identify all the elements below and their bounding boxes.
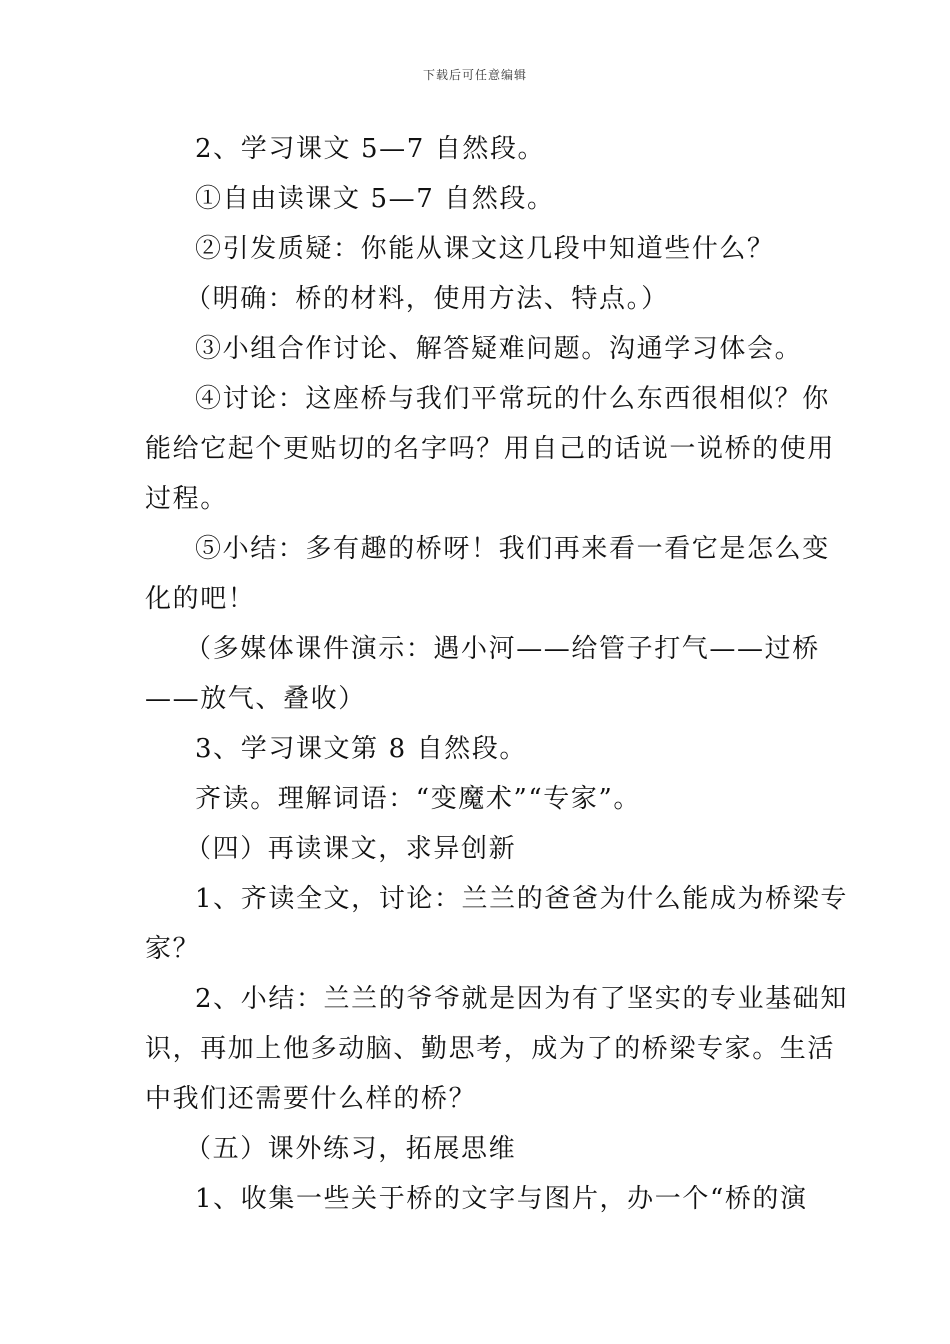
text-line: 1、收集一些关于桥的文字与图片，办一个“桥的演 <box>195 1184 808 1214</box>
text-line: ②引发质疑：你能从课文这几段中知道些什么？ <box>195 234 775 264</box>
text-line: 识，再加上他多动脑、勤思考，成为了的桥梁专家。生活 <box>145 1034 836 1064</box>
page-header: 下载后可任意编辑 <box>422 68 527 82</box>
text-line: 化的吧！ <box>145 584 256 614</box>
text-line: 过程。 <box>145 484 228 514</box>
text-line: ①自由读课文 5—7 自然段。 <box>195 184 555 214</box>
text-line: ④讨论：这座桥与我们平常玩的什么东西很相似？你 <box>195 384 830 414</box>
text-line: ——放气、叠收） <box>145 684 366 714</box>
text-line: 3、学习课文第 8 自然段。 <box>195 734 528 764</box>
text-line: 家？ <box>145 934 201 964</box>
text-line: 齐读。理解词语：“变魔术”“专家”。 <box>195 784 641 814</box>
text-line: 中我们还需要什么样的桥？ <box>145 1084 477 1114</box>
text-line: （五）课外练习，拓展思维 <box>185 1134 517 1164</box>
text-line: 2、小结：兰兰的爷爷就是因为有了坚实的专业基础知 <box>195 984 848 1014</box>
text-line: 2、学习课文 5—7 自然段。 <box>195 134 546 164</box>
text-line: （四）再读课文，求异创新 <box>185 834 517 864</box>
text-line: （明确：桥的材料，使用方法、特点。） <box>185 284 669 314</box>
text-line: 1、齐读全文，讨论：兰兰的爸爸为什么能成为桥梁专 <box>195 884 848 914</box>
text-line: （多媒体课件演示：遇小河——给管子打气——过桥 <box>185 634 820 664</box>
text-line: ⑤小结：多有趣的桥呀！我们再来看一看它是怎么变 <box>195 534 830 564</box>
text-line: ③小组合作讨论、解答疑难问题。沟通学习体会。 <box>195 334 803 364</box>
text-line: 能给它起个更贴切的名字吗？用自己的话说一说桥的使用 <box>145 434 836 464</box>
